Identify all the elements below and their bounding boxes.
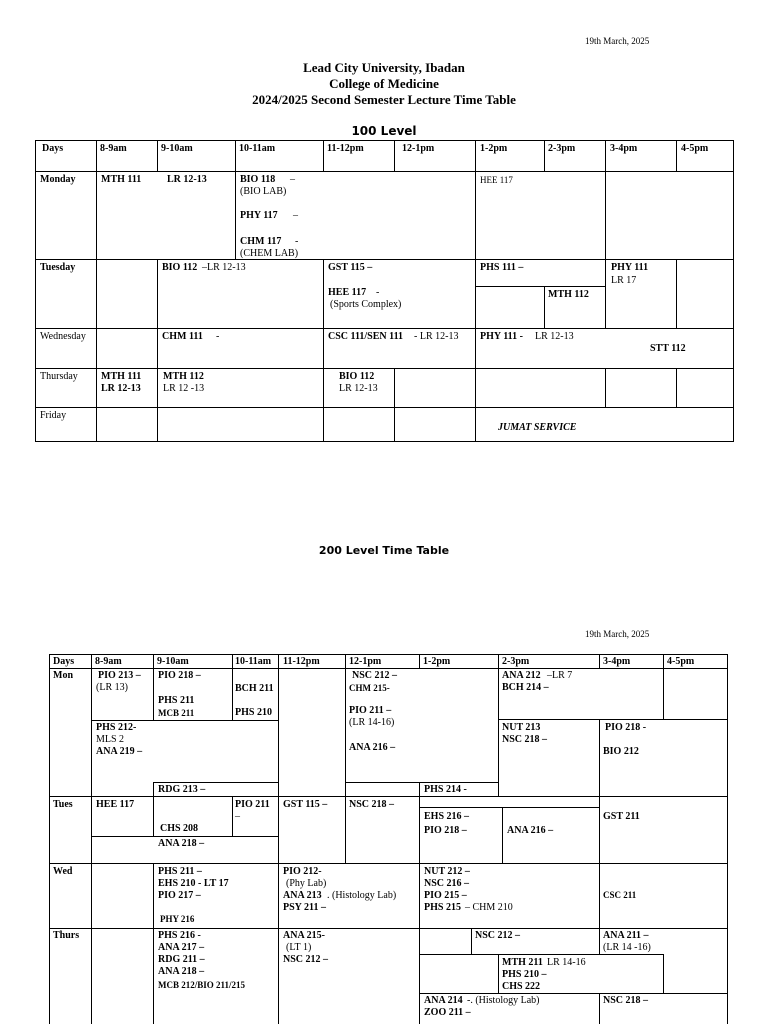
course-cell: BIO 112 [162,262,198,273]
course-cell: PIO 215 – [424,890,467,901]
course-cell: EHS 210 - LT 17 [158,878,229,889]
course-cell: MTH 111 [101,371,142,382]
course-cell: ANA 218 – [158,838,205,849]
room-label: –LR 12-13 [202,262,246,273]
col-header-8-9am: 8-9am [100,143,127,154]
room-label: –LR 7 [547,670,573,681]
course-cell: ANA 217 – [158,942,205,953]
level-100-title: 100 Level [351,124,417,138]
course-cell: PHY 111 [611,262,649,273]
col-header-days: Days [53,656,75,667]
course-cell: PHY 111 - [480,331,523,342]
course-cell: PHS 216 - [158,930,201,941]
course-cell: MTH 112 [548,289,589,300]
day-friday: Friday [40,410,67,421]
course-cell: BCH 214 – [502,682,549,693]
course-cell: PIO 211 – [349,705,392,716]
course-cell: CHS 222 [502,981,541,992]
course-cell: PHS 211 – [158,866,202,877]
course-cell: CHS 208 [160,823,199,834]
dash: - [295,236,299,247]
course-cell: ANA 216 – [507,825,554,836]
course-cell: PIO 213 – [98,670,141,681]
course-cell: ZOO 211 – [424,1007,471,1018]
room-label: – CHM 210 [465,902,513,913]
col-header-12-1pm: 12-1pm [402,143,435,154]
course-cell: PHS 210 – [502,969,547,980]
dash: – [293,210,298,221]
room-label: LR 17 [611,275,637,286]
jumat-service: JUMAT SERVICE [498,422,577,433]
room-label: (LR 14-16) [349,717,395,728]
course-cell: CSC 211 [603,890,637,900]
day-thursday: Thursday [40,371,78,382]
course-cell: PIO 218 – [158,670,201,681]
room-label: LR 12-13 [535,331,574,342]
date-label: 19th March, 2025 [585,629,650,639]
course-cell: LR 12-13 [167,174,207,185]
course-cell: STT 112 [650,343,686,354]
room-label: MLS 2 [96,734,125,745]
course-cell: NUT 212 – [424,866,470,877]
room-label: (CHEM LAB) [240,248,299,259]
course-cell: BIO 118 [240,174,276,185]
course-cell: PHS 210 [235,707,272,718]
col-header-3-4pm: 3-4pm [610,143,638,154]
course-cell: MCB 211 [158,708,195,718]
col-header-2-3pm: 2-3pm [548,143,576,154]
course-cell: PHY 117 [240,210,278,221]
course-cell: NUT 213 [502,722,541,733]
course-cell: PHS 215 [424,902,461,913]
course-cell: GST 115 – [283,799,328,810]
course-cell: RDG 211 – [158,954,205,965]
course-cell: RDG 213 – [158,784,206,795]
course-cell: ANA 219 – [96,746,143,757]
dash: - [376,287,380,298]
course-cell: CHM 117 [240,236,282,247]
day-mon: Mon [53,670,73,681]
col-header-8-9am: 8-9am [95,656,122,667]
course-cell: EHS 216 – [424,811,470,822]
course-cell: NSC 216 – [424,878,470,889]
col-header-9-10am: 9-10am [157,656,189,667]
course-cell: GST 211 [603,811,640,822]
day-wednesday: Wednesday [40,331,86,342]
room-label: (Phy Lab) [286,878,327,889]
room-label: LR 14-16 [547,957,586,968]
room-label: - LR 12-13 [414,331,459,342]
course-cell: NSC 218 – [502,734,548,745]
course-cell: ANA 215- [283,930,325,941]
course-cell: PHS 212- [96,722,137,733]
col-header-4-5pm: 4-5pm [667,656,695,667]
col-header-1-2pm: 1-2pm [480,143,508,154]
course-cell: ANA 216 – [349,742,396,753]
course-cell: ANA 212 [502,670,541,681]
course-cell: ANA 218 – [158,966,205,977]
room-label: (BIO LAB) [240,186,287,197]
course-cell: ANA 211 – [603,930,649,941]
col-header-4-5pm: 4-5pm [681,143,709,154]
day-thurs: Thurs [53,930,80,941]
day-tuesday: Tuesday [40,262,76,273]
course-cell: NSC 212 – [352,670,398,681]
col-header-11-12pm: 11-12pm [327,143,364,154]
course-cell: PIO 211 [235,799,270,810]
day-wed: Wed [53,866,73,877]
course-cell: PIO 217 – [158,890,201,901]
course-cell: PHS 211 [158,695,195,706]
course-cell: CHM 215- [349,683,390,693]
room-label: (LR 14 -16) [603,942,651,953]
timetable-title: 2024/2025 Second Semester Lecture Time Table [252,92,516,107]
col-header-10-11am: 10-11am [235,656,272,667]
dash: – [290,174,295,185]
course-cell: GST 115 – [328,262,373,273]
course-cell: HEE 117 [480,175,513,185]
course-cell: MTH 112 [163,371,204,382]
course-cell: CSC 111/SEN 111 [328,331,404,342]
col-header-10-11am: 10-11am [239,143,276,154]
room-label: . (Histology Lab) [327,890,397,901]
course-cell: PHY 216 [160,914,195,924]
course-cell: MTH 111 [101,174,142,185]
course-cell: ANA 214 [424,995,463,1006]
course-cell: PSY 211 – [283,902,326,913]
col-header-2-3pm: 2-3pm [502,656,530,667]
course-cell: BCH 211 [235,683,274,694]
course-cell: CHM 111 [162,331,203,342]
course-cell: PHS 111 – [480,262,524,273]
course-cell: NSC 218 – [349,799,395,810]
col-header-11-12pm: 11-12pm [283,656,320,667]
course-cell: HEE 117 [328,287,367,298]
day-monday: Monday [40,174,76,185]
room-label: LR 12 -13 [163,383,205,394]
col-header-3-4pm: 3-4pm [603,656,631,667]
col-header-12-1pm: 12-1pm [349,656,382,667]
day-tues: Tues [53,799,73,810]
university-name: Lead City University, Ibadan [303,60,465,75]
date-label: 19th March, 2025 [585,36,650,46]
course-cell: PIO 218 - [605,722,647,733]
room-label: (LT 1) [286,942,312,953]
course-cell: PIO 218 – [424,825,467,836]
course-cell: BIO 112 [339,371,375,382]
course-cell: MTH 211 [502,957,543,968]
course-cell: PHS 214 - [424,784,467,795]
col-header-days: Days [42,143,64,154]
course-cell: ANA 213 [283,890,322,901]
col-header-1-2pm: 1-2pm [423,656,451,667]
course-cell: NSC 218 – [603,995,649,1006]
room-label: LR 12-13 [339,383,378,394]
course-cell: NSC 212 – [283,954,329,965]
room-label: -. (Histology Lab) [467,995,540,1006]
course-cell: NSC 212 – [475,930,521,941]
room-label: (LR 13) [96,682,128,693]
course-cell: MCB 212/BIO 211/215 [158,980,246,990]
col-header-9-10am: 9-10am [161,143,193,154]
course-cell: HEE 117 [96,799,135,810]
course-cell: PIO 212- [283,866,322,877]
course-cell: BIO 212 [603,746,639,757]
level-200-title: 200 Level Time Table [318,544,450,557]
room-label: (Sports Complex) [330,299,402,310]
room-label: LR 12-13 [101,383,141,394]
dash: - [216,331,220,342]
college-name: College of Medicine [329,76,439,91]
dash: – [235,811,240,822]
